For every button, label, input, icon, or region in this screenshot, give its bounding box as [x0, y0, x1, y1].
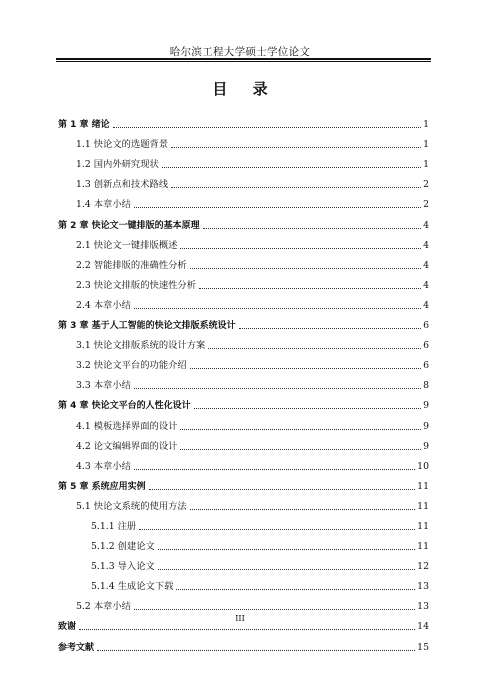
dot-leader — [190, 509, 415, 510]
toc-entry[interactable] — [58, 112, 429, 132]
toc-entry-page: 9 — [423, 420, 429, 432]
toc-entry-page: 9 — [423, 440, 429, 452]
dot-leader — [208, 348, 421, 349]
toc-entry[interactable] — [58, 554, 429, 574]
toc-entry-page: 11 — [417, 480, 429, 492]
dot-leader — [79, 629, 415, 630]
toc-entry-page: 4 — [423, 259, 429, 271]
header-rule-thick — [56, 58, 431, 60]
dot-leader — [134, 308, 421, 309]
dot-leader — [203, 228, 421, 229]
toc-entry[interactable] — [58, 212, 429, 232]
toc-entry-label: 1.4 本章小结 — [76, 199, 131, 211]
toc-entry-page: 4 — [423, 219, 429, 231]
toc-entry-label: 1.3 创新点和技术路线 — [76, 179, 169, 191]
header-rule-thin — [56, 61, 431, 62]
toc-entry-label: 3.3 本章小结 — [76, 380, 131, 392]
toc-entry-label: 2.2 智能排版的准确性分析 — [76, 259, 187, 271]
toc-entry[interactable] — [58, 413, 429, 433]
toc-entry-label: 5.2 本章小结 — [76, 601, 131, 613]
dot-leader — [97, 650, 415, 651]
dot-leader — [180, 248, 421, 249]
toc-entry-page: 6 — [423, 320, 429, 332]
toc-entry-page: 13 — [417, 601, 429, 613]
toc-entry-label: 3.2 快论文平台的功能介绍 — [76, 360, 187, 372]
toc-entry-page: 12 — [417, 561, 429, 573]
toc-entry-label: 2.3 快论文排版的快速性分析 — [76, 279, 197, 291]
page-number: III — [235, 614, 245, 623]
toc-entry[interactable] — [58, 313, 429, 333]
toc-entry[interactable] — [58, 373, 429, 393]
toc-entry-page: 15 — [417, 641, 429, 653]
dot-leader — [134, 207, 421, 208]
toc-entry-page: 6 — [423, 340, 429, 352]
toc-entry-label: 5.1.3 导入论文 — [91, 561, 155, 573]
dot-leader — [180, 429, 421, 430]
page-header-title: 哈尔滨工程大学硕士学位论文 — [169, 46, 311, 58]
toc-entry[interactable] — [58, 172, 429, 192]
toc-entry[interactable] — [58, 152, 429, 172]
toc-entry-label: 1.1 快论文的选题背景 — [76, 139, 169, 151]
dot-leader — [162, 167, 421, 168]
toc-entry-page: 11 — [417, 520, 429, 532]
toc-entry[interactable] — [58, 514, 429, 534]
dot-leader — [180, 449, 421, 450]
toc-entry-page: 4 — [423, 239, 429, 251]
toc-entry-page: 9 — [423, 400, 429, 412]
toc-entry[interactable] — [58, 132, 429, 152]
dot-leader — [190, 368, 421, 369]
toc-entry-page: 11 — [417, 500, 429, 512]
dot-leader — [134, 469, 415, 470]
toc-entry-label: 第 4 章 快论文平台的人性化设计 — [58, 401, 191, 412]
toc-entry-label: 4.3 本章小结 — [76, 460, 131, 472]
dot-leader — [134, 609, 415, 610]
dot-leader — [171, 147, 421, 148]
dot-leader — [199, 288, 421, 289]
dot-leader — [139, 529, 415, 530]
toc-entry-label: 第 1 章 绪论 — [58, 120, 110, 131]
toc-entry-page: 2 — [423, 179, 429, 191]
toc-entry-label: 第 5 章 系统应用实例 — [58, 481, 146, 492]
toc-entry-page: 13 — [417, 581, 429, 593]
toc-entry[interactable] — [58, 333, 429, 353]
dot-leader — [190, 268, 421, 269]
toc-entry[interactable] — [58, 353, 429, 373]
toc-entry-label: 1.2 国内外研究现状 — [76, 159, 159, 171]
toc-entry-page: 4 — [423, 279, 429, 291]
toc-entry-page: 6 — [423, 360, 429, 372]
toc-entry[interactable] — [58, 574, 429, 594]
toc-entry[interactable] — [58, 434, 429, 454]
toc-entry[interactable] — [58, 393, 429, 413]
toc-entry-page: 2 — [423, 199, 429, 211]
toc-entry[interactable] — [58, 293, 429, 313]
toc-entry-label: 2.1 快论文一键排版概述 — [76, 239, 178, 251]
dot-leader — [134, 388, 421, 389]
dot-leader — [171, 187, 421, 188]
toc-entry-page: 4 — [423, 299, 429, 311]
toc-entry-label: 5.1.1 注册 — [91, 520, 137, 532]
toc-entry-label: 2.4 本章小结 — [76, 299, 131, 311]
toc-entry-label: 致谢 — [58, 622, 77, 633]
toc-entry-page: 14 — [417, 621, 429, 633]
dot-leader — [158, 569, 415, 570]
toc-entry-label: 4.2 论文编辑界面的设计 — [76, 440, 178, 452]
toc-entry[interactable] — [58, 634, 429, 654]
toc-entry-label: 参考文献 — [58, 642, 95, 653]
toc-entry-page: 1 — [423, 119, 429, 131]
toc-entry-label: 5.1.2 创建论文 — [91, 541, 155, 553]
toc-entry[interactable] — [58, 454, 429, 474]
dot-leader — [149, 489, 415, 490]
toc-entry-page: 8 — [423, 380, 429, 392]
dot-leader — [176, 589, 415, 590]
toc-entry-label: 5.1.4 生成论文下载 — [91, 581, 174, 593]
toc-entry-page: 1 — [423, 139, 429, 151]
toc-entry-label: 第 3 章 基于人工智能的快论文排版系统设计 — [58, 321, 236, 332]
toc-title: 目 录 — [212, 80, 268, 98]
toc-entry[interactable] — [58, 494, 429, 514]
dot-leader — [194, 408, 421, 409]
dot-leader — [239, 328, 421, 329]
toc-entry[interactable] — [58, 192, 429, 212]
dot-leader — [158, 549, 415, 550]
toc-entry-page: 1 — [423, 159, 429, 171]
toc-entry[interactable] — [58, 474, 429, 494]
toc-entry-label: 第 2 章 快论文一键排版的基本原理 — [58, 220, 200, 231]
toc-list — [58, 112, 429, 655]
toc-entry[interactable] — [58, 534, 429, 554]
toc-entry[interactable] — [58, 253, 429, 273]
toc-entry-page: 11 — [417, 541, 429, 553]
toc-entry-label: 4.1 模板选择界面的设计 — [76, 420, 178, 432]
toc-entry[interactable] — [58, 273, 429, 293]
dot-leader — [113, 127, 421, 128]
toc-entry-label: 5.1 快论文系统的使用方法 — [76, 500, 187, 512]
toc-entry[interactable] — [58, 233, 429, 253]
toc-entry-page: 10 — [417, 460, 429, 472]
toc-entry[interactable] — [58, 594, 429, 614]
toc-entry-label: 3.1 快论文排版系统的设计方案 — [76, 340, 206, 352]
